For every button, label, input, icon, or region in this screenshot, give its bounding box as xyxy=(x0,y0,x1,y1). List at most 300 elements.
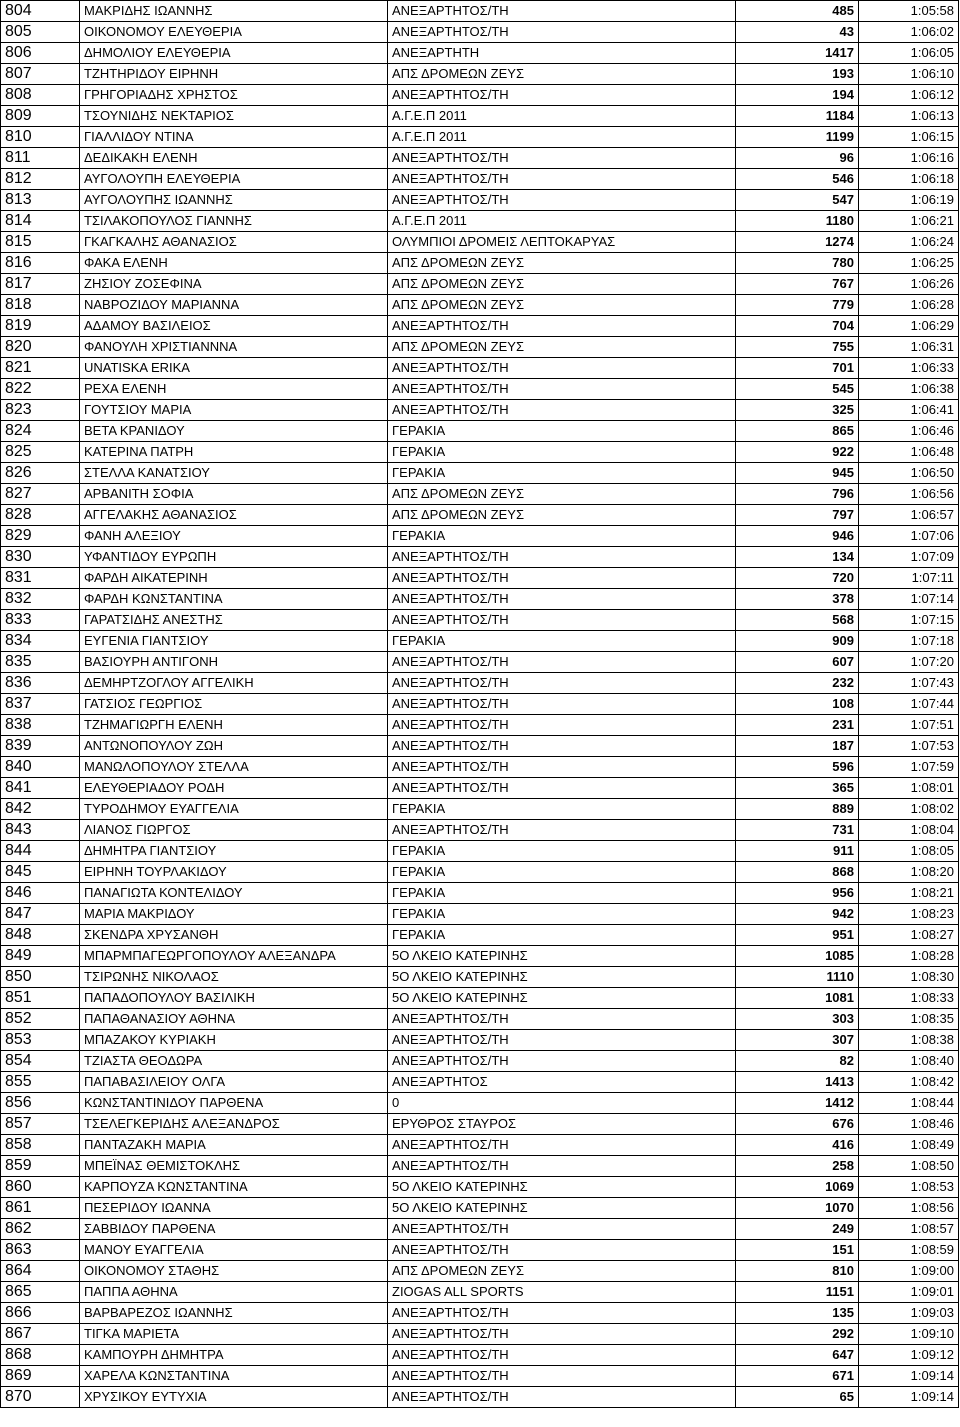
results-body xyxy=(1,1,959,1408)
bib-number-cell: 1412 xyxy=(736,1093,859,1114)
club-cell: ΑΝΕΞΑΡΤΗΤΟΣ/ΤΗ xyxy=(388,568,736,589)
bib-number-cell: 151 xyxy=(736,1240,859,1261)
table-row xyxy=(1,820,959,841)
club-cell: ΑΝΕΞΑΡΤΗΤΟΣ/ΤΗ xyxy=(388,1135,736,1156)
bib-number-cell: 767 xyxy=(736,274,859,295)
finish-time-cell: 1:06:38 xyxy=(859,379,959,400)
athlete-name-cell: ΤΣΟΥΝΙΔΗΣ ΝΕΚΤΑΡΙΟΣ xyxy=(80,106,388,127)
table-row xyxy=(1,652,959,673)
finish-time-cell: 1:09:12 xyxy=(859,1345,959,1366)
bib-number-cell: 1081 xyxy=(736,988,859,1009)
place-cell: 832 xyxy=(1,589,80,610)
table-row xyxy=(1,148,959,169)
club-cell: ΑΝΕΞΑΡΤΗΤΟΣ/ΤΗ xyxy=(388,1156,736,1177)
table-row xyxy=(1,253,959,274)
finish-time-cell: 1:08:49 xyxy=(859,1135,959,1156)
table-row xyxy=(1,841,959,862)
athlete-name-cell: ΓΑΤΣΙΟΣ ΓΕΩΡΓΙΟΣ xyxy=(80,694,388,715)
place-cell: 844 xyxy=(1,841,80,862)
athlete-name-cell: ΣΑΒΒΙΔΟΥ ΠΑΡΘΕΝΑ xyxy=(80,1219,388,1240)
finish-time-cell: 1:07:14 xyxy=(859,589,959,610)
place-cell: 837 xyxy=(1,694,80,715)
place-cell: 812 xyxy=(1,169,80,190)
place-cell: 841 xyxy=(1,778,80,799)
club-cell: ΑΠΣ ΔΡΟΜΕΩΝ ΖΕΥΣ xyxy=(388,64,736,85)
athlete-name-cell: ΦΑΝΟΥΛΗ ΧΡΙΣΤΙΑΝΝΝΑ xyxy=(80,337,388,358)
athlete-name-cell: ΕΥΓΕΝΙΑ ΓΙΑΝΤΣΙΟΥ xyxy=(80,631,388,652)
bib-number-cell: 134 xyxy=(736,547,859,568)
athlete-name-cell: ΤΖΗΤΗΡΙΔΟΥ ΕΙΡΗΝΗ xyxy=(80,64,388,85)
table-row xyxy=(1,715,959,736)
bib-number-cell: 720 xyxy=(736,568,859,589)
table-row xyxy=(1,127,959,148)
club-cell: ΑΝΕΞΑΡΤΗΤΟΣ/ΤΗ xyxy=(388,1030,736,1051)
place-cell: 827 xyxy=(1,484,80,505)
table-row xyxy=(1,1282,959,1303)
table-row xyxy=(1,946,959,967)
table-row xyxy=(1,1198,959,1219)
finish-time-cell: 1:06:25 xyxy=(859,253,959,274)
table-row xyxy=(1,631,959,652)
place-cell: 850 xyxy=(1,967,80,988)
finish-time-cell: 1:07:15 xyxy=(859,610,959,631)
bib-number-cell: 43 xyxy=(736,22,859,43)
finish-time-cell: 1:08:33 xyxy=(859,988,959,1009)
finish-time-cell: 1:06:33 xyxy=(859,358,959,379)
bib-number-cell: 547 xyxy=(736,190,859,211)
place-cell: 833 xyxy=(1,610,80,631)
athlete-name-cell: ΓΚΑΓΚΑΛΗΣ ΑΘΑΝΑΣΙΟΣ xyxy=(80,232,388,253)
club-cell: ΑΝΕΞΑΡΤΗΤΟΣ/ΤΗ xyxy=(388,1009,736,1030)
club-cell: ΑΝΕΞΑΡΤΗΤΟΣ xyxy=(388,1072,736,1093)
athlete-name-cell: UNATISKA ERIKA xyxy=(80,358,388,379)
bib-number-cell: 1184 xyxy=(736,106,859,127)
table-row xyxy=(1,757,959,778)
finish-time-cell: 1:07:06 xyxy=(859,526,959,547)
club-cell: ΑΝΕΞΑΡΤΗΤΟΣ/ΤΗ xyxy=(388,1324,736,1345)
athlete-name-cell: ΦΑΝΗ ΑΛΕΞΙΟΥ xyxy=(80,526,388,547)
table-row xyxy=(1,232,959,253)
club-cell: ΟΛΥΜΠΙΟΙ ΔΡΟΜΕΙΣ ΛΕΠΤΟΚΑΡΥΑΣ xyxy=(388,232,736,253)
finish-time-cell: 1:07:59 xyxy=(859,757,959,778)
place-cell: 811 xyxy=(1,148,80,169)
finish-time-cell: 1:06:13 xyxy=(859,106,959,127)
athlete-name-cell: ΣΚΕΝΔΡΑ ΧΡΥΣΑΝΘΗ xyxy=(80,925,388,946)
finish-time-cell: 1:08:02 xyxy=(859,799,959,820)
place-cell: 861 xyxy=(1,1198,80,1219)
table-row xyxy=(1,169,959,190)
table-row xyxy=(1,1177,959,1198)
athlete-name-cell: ΤΥΡΟΔΗΜΟΥ ΕΥΑΓΓΕΛΙΑ xyxy=(80,799,388,820)
club-cell: ΑΝΕΞΑΡΤΗΤΟΣ/ΤΗ xyxy=(388,85,736,106)
table-row xyxy=(1,316,959,337)
bib-number-cell: 545 xyxy=(736,379,859,400)
bib-number-cell: 951 xyxy=(736,925,859,946)
club-cell: ΑΝΕΞΑΡΤΗΤΟΣ/ΤΗ xyxy=(388,1240,736,1261)
bib-number-cell: 868 xyxy=(736,862,859,883)
athlete-name-cell: ΚΩΝΣΤΑΝΤΙΝΙΔΟΥ ΠΑΡΘΕΝΑ xyxy=(80,1093,388,1114)
club-cell: ΑΝΕΞΑΡΤΗΤΟΣ/ΤΗ xyxy=(388,400,736,421)
finish-time-cell: 1:06:29 xyxy=(859,316,959,337)
finish-time-cell: 1:05:58 xyxy=(859,1,959,22)
club-cell: ΑΝΕΞΑΡΤΗΤΟΣ/ΤΗ xyxy=(388,652,736,673)
club-cell: ΑΝΕΞΑΡΤΗΤΟΣ/ΤΗ xyxy=(388,1303,736,1324)
club-cell: ΑΝΕΞΑΡΤΗΤΟΣ/ΤΗ xyxy=(388,589,736,610)
finish-time-cell: 1:08:46 xyxy=(859,1114,959,1135)
place-cell: 845 xyxy=(1,862,80,883)
bib-number-cell: 797 xyxy=(736,505,859,526)
club-cell: ZIOGAS ALL SPORTS xyxy=(388,1282,736,1303)
bib-number-cell: 232 xyxy=(736,673,859,694)
bib-number-cell: 1151 xyxy=(736,1282,859,1303)
club-cell: ΑΝΕΞΑΡΤΗΤΟΣ/ΤΗ xyxy=(388,379,736,400)
finish-time-cell: 1:09:14 xyxy=(859,1387,959,1408)
finish-time-cell: 1:08:20 xyxy=(859,862,959,883)
club-cell: 5Ο ΛΚΕΙΟ ΚΑΤΕΡΙΝΗΣ xyxy=(388,946,736,967)
finish-time-cell: 1:08:59 xyxy=(859,1240,959,1261)
finish-time-cell: 1:07:09 xyxy=(859,547,959,568)
place-cell: 831 xyxy=(1,568,80,589)
bib-number-cell: 1417 xyxy=(736,43,859,64)
bib-number-cell: 365 xyxy=(736,778,859,799)
table-row xyxy=(1,1345,959,1366)
finish-time-cell: 1:06:02 xyxy=(859,22,959,43)
table-row xyxy=(1,1114,959,1135)
table-row xyxy=(1,1240,959,1261)
finish-time-cell: 1:08:23 xyxy=(859,904,959,925)
place-cell: 828 xyxy=(1,505,80,526)
place-cell: 826 xyxy=(1,463,80,484)
place-cell: 842 xyxy=(1,799,80,820)
finish-time-cell: 1:06:19 xyxy=(859,190,959,211)
athlete-name-cell: ΚΑΜΠΟΥΡΗ ΔΗΜΗΤΡΑ xyxy=(80,1345,388,1366)
athlete-name-cell: ΜΑΝΩΛΟΠΟΥΛΟΥ ΣΤΕΛΛΑ xyxy=(80,757,388,778)
place-cell: 834 xyxy=(1,631,80,652)
athlete-name-cell: ΑΔΑΜΟΥ ΒΑΣΙΛΕΙΟΣ xyxy=(80,316,388,337)
club-cell: ΑΝΕΞΑΡΤΗΤΟΣ/ΤΗ xyxy=(388,1345,736,1366)
place-cell: 864 xyxy=(1,1261,80,1282)
finish-time-cell: 1:08:28 xyxy=(859,946,959,967)
table-row xyxy=(1,505,959,526)
place-cell: 840 xyxy=(1,757,80,778)
club-cell: ΑΠΣ ΔΡΟΜΕΩΝ ΖΕΥΣ xyxy=(388,253,736,274)
place-cell: 829 xyxy=(1,526,80,547)
bib-number-cell: 1413 xyxy=(736,1072,859,1093)
bib-number-cell: 1199 xyxy=(736,127,859,148)
athlete-name-cell: ΠΕΣΕΡΙΔΟΥ ΙΩΑΝΝΑ xyxy=(80,1198,388,1219)
bib-number-cell: 307 xyxy=(736,1030,859,1051)
finish-time-cell: 1:08:01 xyxy=(859,778,959,799)
place-cell: 858 xyxy=(1,1135,80,1156)
bib-number-cell: 378 xyxy=(736,589,859,610)
club-cell: ΑΠΣ ΔΡΟΜΕΩΝ ΖΕΥΣ xyxy=(388,295,736,316)
finish-time-cell: 1:07:43 xyxy=(859,673,959,694)
athlete-name-cell: ΠΑΝΑΓΙΩΤΑ ΚΟΝΤΕΛΙΔΟΥ xyxy=(80,883,388,904)
place-cell: 863 xyxy=(1,1240,80,1261)
athlete-name-cell: ΑΥΓΟΛΟΥΠΗ ΕΛΕΥΘΕΡΙΑ xyxy=(80,169,388,190)
athlete-name-cell: ΟΙΚΟΝΟΜΟΥ ΕΛΕΥΘΕΡΙΑ xyxy=(80,22,388,43)
athlete-name-cell: ΑΝΤΩΝΟΠΟΥΛΟΥ ΖΩΗ xyxy=(80,736,388,757)
bib-number-cell: 135 xyxy=(736,1303,859,1324)
club-cell: ΓΕΡΑΚΙΑ xyxy=(388,841,736,862)
place-cell: 848 xyxy=(1,925,80,946)
table-row xyxy=(1,673,959,694)
bib-number-cell: 193 xyxy=(736,64,859,85)
finish-time-cell: 1:09:14 xyxy=(859,1366,959,1387)
finish-time-cell: 1:08:21 xyxy=(859,883,959,904)
athlete-name-cell: ΖΗΣΙΟΥ ΖΟΣΕΦΙΝΑ xyxy=(80,274,388,295)
club-cell: ΑΝΕΞΑΡΤΗΤΟΣ/ΤΗ xyxy=(388,190,736,211)
place-cell: 824 xyxy=(1,421,80,442)
athlete-name-cell: ΤΣΙΡΩΝΗΣ ΝΙΚΟΛΑΟΣ xyxy=(80,967,388,988)
club-cell: ΑΝΕΞΑΡΤΗΤΟΣ/ΤΗ xyxy=(388,22,736,43)
athlete-name-cell: ΔΕΔΙΚΑΚΗ ΕΛΕΝΗ xyxy=(80,148,388,169)
bib-number-cell: 546 xyxy=(736,169,859,190)
table-row xyxy=(1,64,959,85)
bib-number-cell: 108 xyxy=(736,694,859,715)
finish-time-cell: 1:09:10 xyxy=(859,1324,959,1345)
club-cell: ΑΝΕΞΑΡΤΗΤΟΣ/ΤΗ xyxy=(388,820,736,841)
bib-number-cell: 292 xyxy=(736,1324,859,1345)
finish-time-cell: 1:06:15 xyxy=(859,127,959,148)
finish-time-cell: 1:06:46 xyxy=(859,421,959,442)
finish-time-cell: 1:08:27 xyxy=(859,925,959,946)
athlete-name-cell: ΑΓΓΕΛΑΚΗΣ ΑΘΑΝΑΣΙΟΣ xyxy=(80,505,388,526)
club-cell: ΓΕΡΑΚΙΑ xyxy=(388,904,736,925)
table-row xyxy=(1,1156,959,1177)
table-row xyxy=(1,1030,959,1051)
table-row xyxy=(1,463,959,484)
bib-number-cell: 889 xyxy=(736,799,859,820)
place-cell: 857 xyxy=(1,1114,80,1135)
bib-number-cell: 249 xyxy=(736,1219,859,1240)
place-cell: 843 xyxy=(1,820,80,841)
place-cell: 810 xyxy=(1,127,80,148)
bib-number-cell: 1180 xyxy=(736,211,859,232)
club-cell: ΑΝΕΞΑΡΤΗΤΟΣ/ΤΗ xyxy=(388,778,736,799)
table-row xyxy=(1,589,959,610)
bib-number-cell: 647 xyxy=(736,1345,859,1366)
club-cell: ΑΝΕΞΑΡΤΗΤΟΣ/ΤΗ xyxy=(388,736,736,757)
finish-time-cell: 1:06:18 xyxy=(859,169,959,190)
table-row xyxy=(1,1303,959,1324)
table-row xyxy=(1,904,959,925)
place-cell: 856 xyxy=(1,1093,80,1114)
bib-number-cell: 231 xyxy=(736,715,859,736)
bib-number-cell: 82 xyxy=(736,1051,859,1072)
bib-number-cell: 187 xyxy=(736,736,859,757)
place-cell: 806 xyxy=(1,43,80,64)
finish-time-cell: 1:07:53 xyxy=(859,736,959,757)
finish-time-cell: 1:08:30 xyxy=(859,967,959,988)
table-row xyxy=(1,925,959,946)
club-cell: ΑΝΕΞΑΡΤΗΤΟΣ/ΤΗ xyxy=(388,1366,736,1387)
club-cell: 5Ο ΛΚΕΙΟ ΚΑΤΕΡΙΝΗΣ xyxy=(388,1177,736,1198)
club-cell: ΑΝΕΞΑΡΤΗΤΟΣ/ΤΗ xyxy=(388,610,736,631)
bib-number-cell: 779 xyxy=(736,295,859,316)
finish-time-cell: 1:08:05 xyxy=(859,841,959,862)
bib-number-cell: 671 xyxy=(736,1366,859,1387)
table-row xyxy=(1,85,959,106)
club-cell: Α.Γ.Ε.Π 2011 xyxy=(388,127,736,148)
athlete-name-cell: ΠΑΠΑΘΑΝΑΣΙΟΥ ΑΘΗΝΑ xyxy=(80,1009,388,1030)
table-row xyxy=(1,1324,959,1345)
bib-number-cell: 956 xyxy=(736,883,859,904)
finish-time-cell: 1:06:10 xyxy=(859,64,959,85)
place-cell: 839 xyxy=(1,736,80,757)
table-row xyxy=(1,547,959,568)
table-row xyxy=(1,736,959,757)
athlete-name-cell: ΧΑΡΕΛΑ ΚΩΝΣΤΑΝΤΙΝΑ xyxy=(80,1366,388,1387)
athlete-name-cell: ΓΟΥΤΣΙΟΥ ΜΑΡΙΑ xyxy=(80,400,388,421)
athlete-name-cell: ΡΕΧΑ ΕΛΕΝΗ xyxy=(80,379,388,400)
table-row xyxy=(1,1366,959,1387)
athlete-name-cell: ΦΑΡΔΗ ΚΩΝΣΤΑΝΤΙΝΑ xyxy=(80,589,388,610)
athlete-name-cell: ΑΡΒΑΝΙΤΗ ΣΟΦΙΑ xyxy=(80,484,388,505)
place-cell: 870 xyxy=(1,1387,80,1408)
athlete-name-cell: ΣΤΕΛΛΑ ΚΑΝΑΤΣΙΟΥ xyxy=(80,463,388,484)
athlete-name-cell: ΝΑΒΡΟΖΙΔΟΥ ΜΑΡΙΑΝΝΑ xyxy=(80,295,388,316)
athlete-name-cell: ΜΑΚΡΙΔΗΣ ΙΩΑΝΝΗΣ xyxy=(80,1,388,22)
bib-number-cell: 922 xyxy=(736,442,859,463)
finish-time-cell: 1:07:11 xyxy=(859,568,959,589)
club-cell: ΑΝΕΞΑΡΤΗΤΟΣ/ΤΗ xyxy=(388,673,736,694)
finish-time-cell: 1:09:03 xyxy=(859,1303,959,1324)
club-cell: ΑΝΕΞΑΡΤΗΤΟΣ/ΤΗ xyxy=(388,1,736,22)
club-cell: 5Ο ΛΚΕΙΟ ΚΑΤΕΡΙΝΗΣ xyxy=(388,1198,736,1219)
athlete-name-cell: ΜΠΑΖΑΚΟΥ ΚΥΡΙΑΚΗ xyxy=(80,1030,388,1051)
bib-number-cell: 1070 xyxy=(736,1198,859,1219)
finish-time-cell: 1:06:41 xyxy=(859,400,959,421)
table-row xyxy=(1,967,959,988)
table-row xyxy=(1,379,959,400)
bib-number-cell: 416 xyxy=(736,1135,859,1156)
club-cell: ΑΠΣ ΔΡΟΜΕΩΝ ΖΕΥΣ xyxy=(388,1261,736,1282)
club-cell: ΓΕΡΑΚΙΑ xyxy=(388,631,736,652)
place-cell: 853 xyxy=(1,1030,80,1051)
finish-time-cell: 1:08:38 xyxy=(859,1030,959,1051)
place-cell: 866 xyxy=(1,1303,80,1324)
finish-time-cell: 1:08:53 xyxy=(859,1177,959,1198)
finish-time-cell: 1:06:24 xyxy=(859,232,959,253)
bib-number-cell: 1110 xyxy=(736,967,859,988)
table-row xyxy=(1,799,959,820)
athlete-name-cell: ΒΑΣΙΟΥΡΗ ΑΝΤΙΓΟΝΗ xyxy=(80,652,388,673)
club-cell: 0 xyxy=(388,1093,736,1114)
place-cell: 859 xyxy=(1,1156,80,1177)
table-row xyxy=(1,1135,959,1156)
table-row xyxy=(1,484,959,505)
place-cell: 846 xyxy=(1,883,80,904)
finish-time-cell: 1:08:56 xyxy=(859,1198,959,1219)
place-cell: 865 xyxy=(1,1282,80,1303)
place-cell: 838 xyxy=(1,715,80,736)
athlete-name-cell: ΜΑΝΟΥ ΕΥΑΓΓΕΛΙΑ xyxy=(80,1240,388,1261)
club-cell: ΑΠΣ ΔΡΟΜΕΩΝ ΖΕΥΣ xyxy=(388,505,736,526)
athlete-name-cell: ΤΣΙΛΑΚΟΠΟΥΛΟΣ ΓΙΑΝΝΗΣ xyxy=(80,211,388,232)
athlete-name-cell: ΑΥΓΟΛΟΥΠΗΣ ΙΩΑΝΝΗΣ xyxy=(80,190,388,211)
place-cell: 849 xyxy=(1,946,80,967)
athlete-name-cell: ΤΖΙΑΣΤΑ ΘΕΟΔΩΡΑ xyxy=(80,1051,388,1072)
club-cell: ΑΝΕΞΑΡΤΗΤΟΣ/ΤΗ xyxy=(388,316,736,337)
bib-number-cell: 96 xyxy=(736,148,859,169)
bib-number-cell: 1085 xyxy=(736,946,859,967)
bib-number-cell: 701 xyxy=(736,358,859,379)
place-cell: 847 xyxy=(1,904,80,925)
athlete-name-cell: ΔΗΜΟΛΙΟΥ ΕΛΕΥΘΕΡΙΑ xyxy=(80,43,388,64)
table-row xyxy=(1,1261,959,1282)
athlete-name-cell: ΤΙΓΚΑ ΜΑΡΙΕΤΑ xyxy=(80,1324,388,1345)
bib-number-cell: 325 xyxy=(736,400,859,421)
place-cell: 816 xyxy=(1,253,80,274)
bib-number-cell: 731 xyxy=(736,820,859,841)
place-cell: 851 xyxy=(1,988,80,1009)
table-row xyxy=(1,694,959,715)
finish-time-cell: 1:06:50 xyxy=(859,463,959,484)
bib-number-cell: 568 xyxy=(736,610,859,631)
place-cell: 823 xyxy=(1,400,80,421)
club-cell: ΓΕΡΑΚΙΑ xyxy=(388,442,736,463)
finish-time-cell: 1:08:44 xyxy=(859,1093,959,1114)
athlete-name-cell: ΒΑΡΒΑΡΕΖΟΣ ΙΩΑΝΝΗΣ xyxy=(80,1303,388,1324)
club-cell: ΑΝΕΞΑΡΤΗΤΟΣ/ΤΗ xyxy=(388,547,736,568)
place-cell: 821 xyxy=(1,358,80,379)
finish-time-cell: 1:09:00 xyxy=(859,1261,959,1282)
athlete-name-cell: ΓΑΡΑΤΣΙΔΗΣ ΑΝΕΣΤΗΣ xyxy=(80,610,388,631)
club-cell: ΑΝΕΞΑΡΤΗΤΟΣ/ΤΗ xyxy=(388,1051,736,1072)
athlete-name-cell: ΦΑΡΔΗ ΑΙΚΑΤΕΡΙΝΗ xyxy=(80,568,388,589)
bib-number-cell: 780 xyxy=(736,253,859,274)
bib-number-cell: 485 xyxy=(736,1,859,22)
athlete-name-cell: ΕΛΕΥΘΕΡΙΑΔΟΥ ΡΟΔΗ xyxy=(80,778,388,799)
finish-time-cell: 1:06:31 xyxy=(859,337,959,358)
athlete-name-cell: ΚΑΡΠΟΥΖΑ ΚΩΝΣΤΑΝΤΙΝΑ xyxy=(80,1177,388,1198)
place-cell: 822 xyxy=(1,379,80,400)
athlete-name-cell: ΜΑΡΙΑ ΜΑΚΡΙΔΟΥ xyxy=(80,904,388,925)
club-cell: ΑΠΣ ΔΡΟΜΕΩΝ ΖΕΥΣ xyxy=(388,337,736,358)
finish-time-cell: 1:08:40 xyxy=(859,1051,959,1072)
club-cell: ΑΝΕΞΑΡΤΗΤΟΣ/ΤΗ xyxy=(388,694,736,715)
place-cell: 855 xyxy=(1,1072,80,1093)
club-cell: ΓΕΡΑΚΙΑ xyxy=(388,883,736,904)
bib-number-cell: 194 xyxy=(736,85,859,106)
finish-time-cell: 1:08:57 xyxy=(859,1219,959,1240)
club-cell: ΑΝΕΞΑΡΤΗΤΟΣ/ΤΗ xyxy=(388,169,736,190)
athlete-name-cell: ΤΖΗΜΑΓΙΩΡΓΗ ΕΛΕΝΗ xyxy=(80,715,388,736)
place-cell: 808 xyxy=(1,85,80,106)
place-cell: 830 xyxy=(1,547,80,568)
finish-time-cell: 1:06:26 xyxy=(859,274,959,295)
club-cell: ΓΕΡΑΚΙΑ xyxy=(388,862,736,883)
finish-time-cell: 1:07:18 xyxy=(859,631,959,652)
athlete-name-cell: ΕΙΡΗΝΗ ΤΟΥΡΛΑΚΙΔΟΥ xyxy=(80,862,388,883)
club-cell: ΑΝΕΞΑΡΤΗΤΟΣ/ΤΗ xyxy=(388,358,736,379)
finish-time-cell: 1:08:50 xyxy=(859,1156,959,1177)
table-row xyxy=(1,22,959,43)
table-row xyxy=(1,442,959,463)
place-cell: 819 xyxy=(1,316,80,337)
bib-number-cell: 65 xyxy=(736,1387,859,1408)
place-cell: 860 xyxy=(1,1177,80,1198)
table-row xyxy=(1,883,959,904)
place-cell: 804 xyxy=(1,1,80,22)
table-row xyxy=(1,1093,959,1114)
bib-number-cell: 865 xyxy=(736,421,859,442)
club-cell: ΑΝΕΞΑΡΤΗΤΗ xyxy=(388,43,736,64)
club-cell: ΑΠΣ ΔΡΟΜΕΩΝ ΖΕΥΣ xyxy=(388,484,736,505)
table-row xyxy=(1,1009,959,1030)
athlete-name-cell: ΓΙΑΛΛΙΔΟΥ ΝΤΙΝΑ xyxy=(80,127,388,148)
